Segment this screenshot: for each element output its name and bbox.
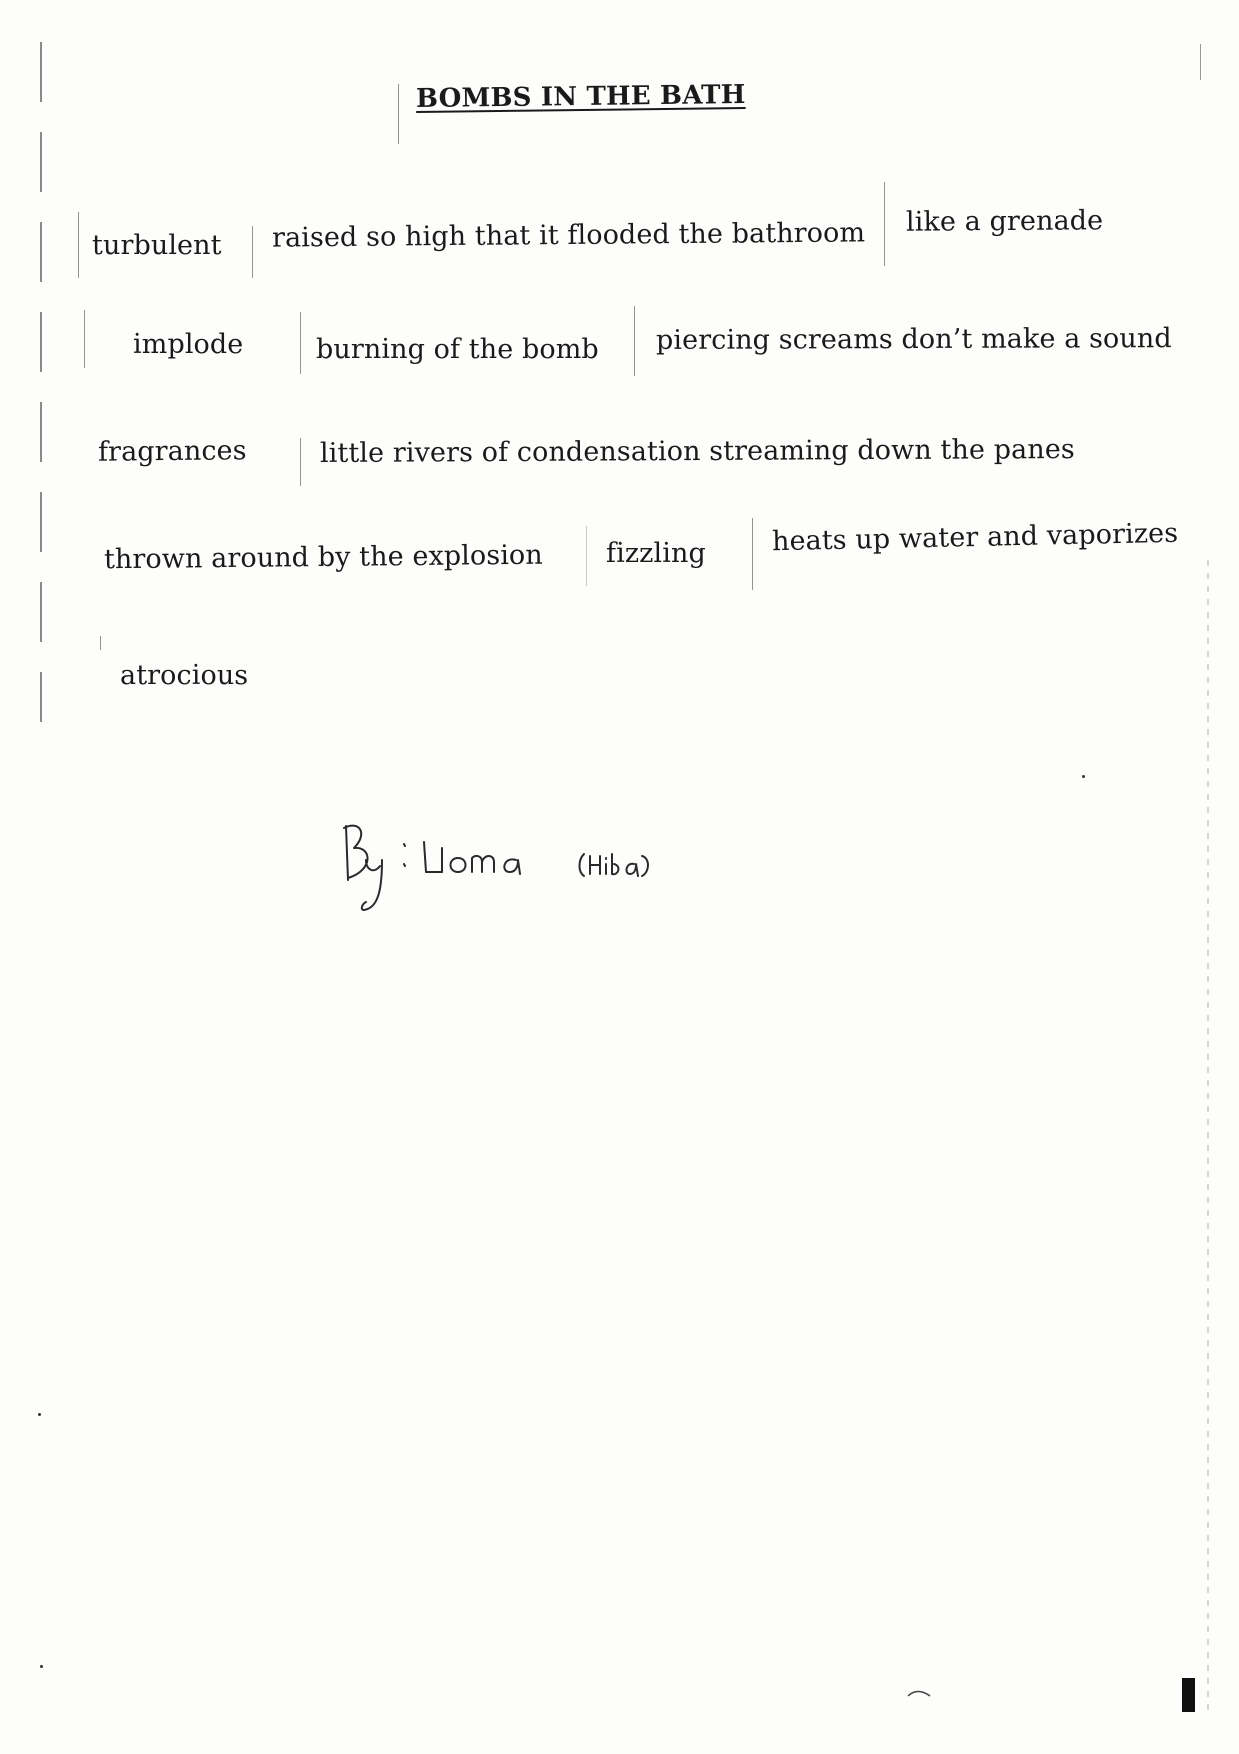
scan-edge-left bbox=[40, 42, 42, 722]
scan-speck bbox=[38, 1413, 41, 1416]
cut-line bbox=[78, 212, 79, 278]
cut-line bbox=[252, 226, 253, 278]
handwritten-signature bbox=[338, 820, 698, 930]
scan-edge-right bbox=[1207, 560, 1209, 1710]
cut-line bbox=[634, 306, 635, 376]
page-title: BOMBS IN THE BATH bbox=[415, 79, 746, 115]
cut-line bbox=[752, 518, 753, 590]
phrase-strip: heats up water and vaporizes bbox=[771, 517, 1179, 558]
phrase-strip: like a grenade bbox=[905, 205, 1104, 238]
phrase-strip: fizzling bbox=[606, 538, 706, 569]
phrase-strip: burning of the bomb bbox=[316, 334, 599, 365]
phrase-strip: atrocious bbox=[120, 660, 249, 691]
scan-speck bbox=[1082, 775, 1085, 778]
cut-line bbox=[84, 310, 85, 368]
phrase-strip: thrown around by the explosion bbox=[103, 539, 543, 576]
phrase-strip: piercing screams don’t make a sound bbox=[655, 323, 1172, 356]
phrase-strip: implode bbox=[133, 329, 244, 360]
cut-line bbox=[586, 526, 587, 586]
phrase-strip: raised so high that it flooded the bathroom bbox=[271, 217, 866, 254]
phrase-strip: little rivers of condensation streaming down the panes bbox=[319, 434, 1075, 469]
phrase-strip: turbulent bbox=[92, 230, 222, 261]
cut-line bbox=[300, 438, 301, 486]
scan-speck bbox=[40, 1665, 43, 1668]
cut-line bbox=[300, 312, 301, 374]
scan-mark bbox=[906, 1688, 932, 1698]
cut-line bbox=[884, 182, 885, 266]
cut-line bbox=[100, 636, 101, 650]
scan-black-mark bbox=[1182, 1678, 1195, 1712]
cut-line bbox=[398, 84, 399, 144]
scan-edge-top-right bbox=[1200, 44, 1201, 80]
phrase-strip: fragrances bbox=[97, 435, 247, 468]
